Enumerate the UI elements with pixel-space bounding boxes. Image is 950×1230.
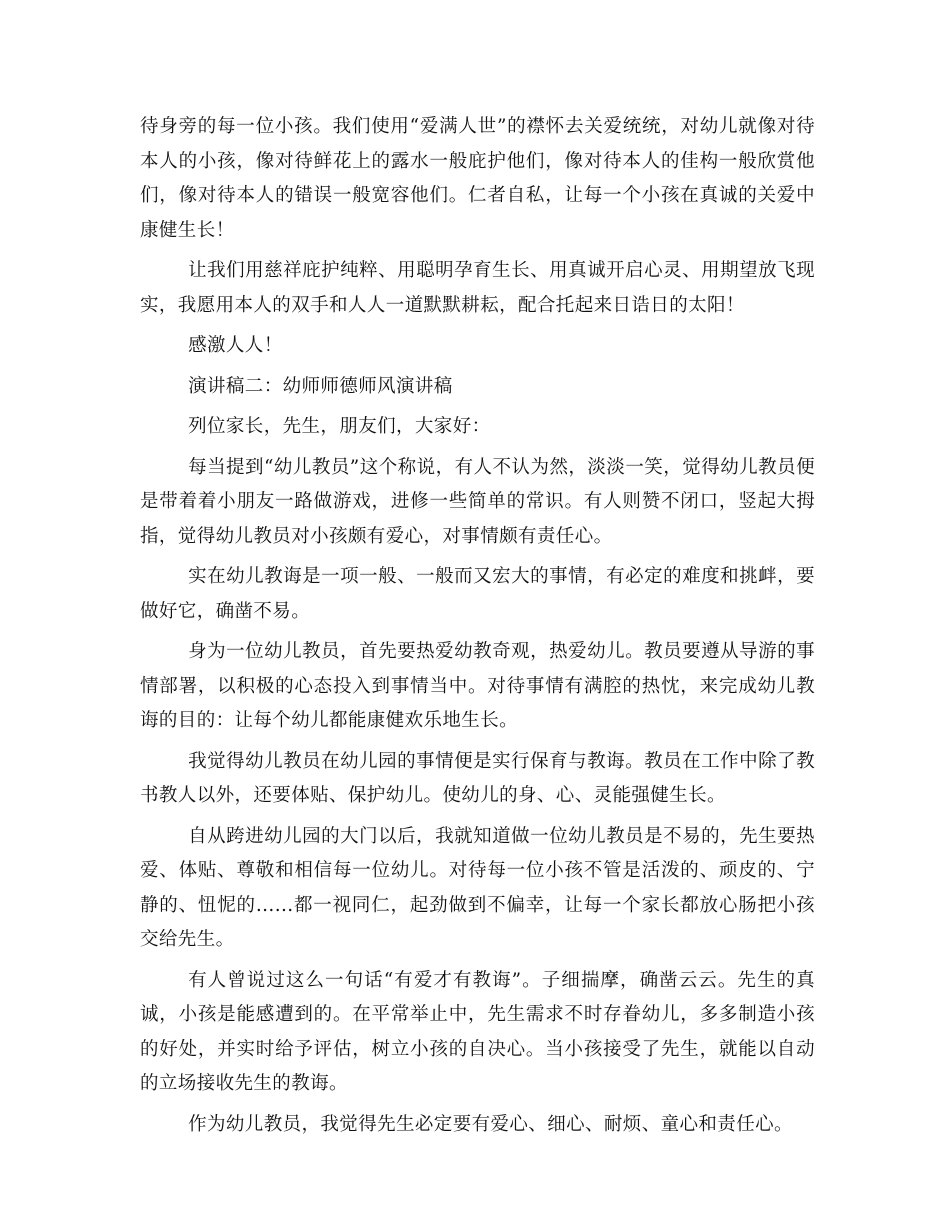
- paragraph: 实在幼儿教诲是一项一般、一般而又宏大的事情，有必定的难度和挑衅，要做好它，确凿不易。: [140, 566, 815, 622]
- paragraph: 我觉得幼儿教员在幼儿园的事情便是实行保育与教诲。教员在工作中除了教书教人以外，还要体贴、保护幼儿。使幼儿的身、心、灵能强健生长。: [140, 750, 815, 806]
- paragraph: 让我们用慈祥庇护纯粹、用聪明孕育生长、用真诚开启心灵、用期望放飞现实，我愿用本人的双手和人人一道默默耕耘，配合托起来日诰日的太阳！: [140, 260, 815, 316]
- section-title: 演讲稿二：幼师师德师风演讲稿: [188, 375, 453, 397]
- paragraph-continued: 待身旁的每一位小孩。我们使用“爱满人世”的襟怀去关爱统统，对幼儿就像对待本人的小孩，像对待鲜花上的露水一般庇护他们，像对待本人的佳构一般欣赏他们，像对待本人的错误一般宽容他们。仁者自私，让每一个小孩在真诚的关爱中康健生长！: [140, 116, 815, 241]
- paragraph: 每当提到“幼儿教员”这个称说，有人不认为然，淡淡一笑，觉得幼儿教员便是带着着小朋友一路做游戏，进修一些简单的常识。有人则赞不闭口，竖起大拇指，觉得幼儿教员对小孩颇有爱心，对事情颇有责任心。: [140, 456, 815, 547]
- paragraph: 作为幼儿教员，我觉得先生必定要有爱心、细心、耐烦、童心和责任心。: [188, 1113, 793, 1135]
- paragraph: 有人曾说过这么一句话“有爱才有教诲”。子细揣摩，确凿云云。先生的真诚，小孩是能感遭到的。在平常举止中，先生需求不时存眷幼儿，多多制造小孩的好处，并实时给予评估，树立小孩的自决心。当小孩接受了先生，就能以自动的立场接收先生的教诲。: [140, 969, 815, 1094]
- paragraph: 身为一位幼儿教员，首先要热爱幼教奇观，热爱幼儿。教员要遵从导游的事情部署，以积极的心态投入到事情当中。对待事情有满腔的热忱，来完成幼儿教诲的目的：让每个幼儿都能康健欢乐地生长。: [140, 641, 815, 731]
- document-body: [140, 110, 815, 1148]
- greeting: 列位家长，先生，朋友们，大家好：: [188, 416, 491, 437]
- paragraph-thanks: 感激人人！: [188, 335, 283, 356]
- paragraph: 自从跨进幼儿园的大门以后，我就知道做一位幼儿教员是不易的，先生要热爱、体贴、尊敬和相信每一位幼儿。对待每一位小孩不管是活泼的、顽皮的、宁静的、忸怩的......都一视同仁，起劲做到不偏幸，让每一个家长都放心肠把小孩交给先生。: [140, 825, 815, 950]
